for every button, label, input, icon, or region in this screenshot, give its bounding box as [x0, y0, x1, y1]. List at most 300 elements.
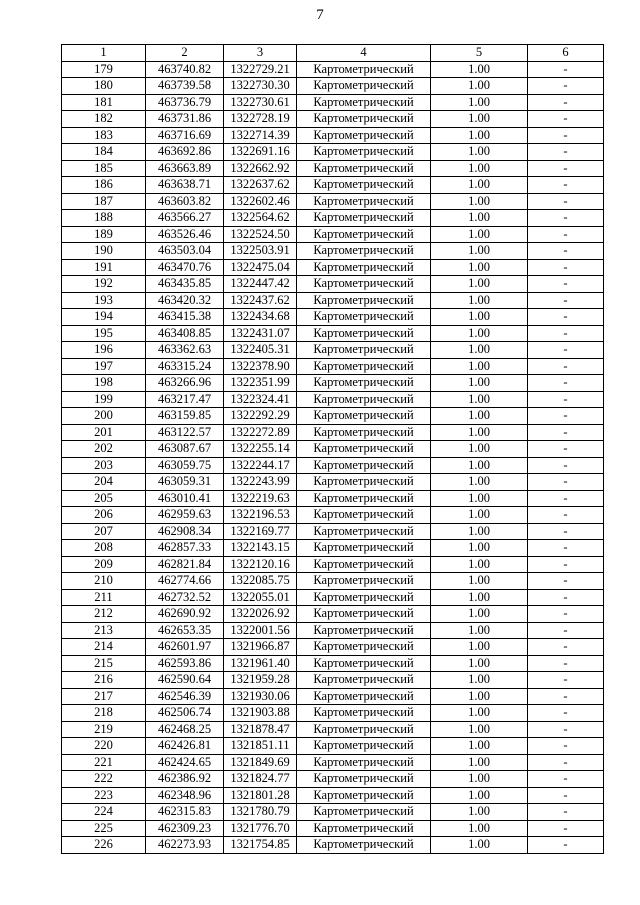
y-coordinate-cell: 1322255.14 [224, 441, 297, 458]
x-coordinate-cell: 463217.47 [146, 391, 224, 408]
accuracy-cell: 1.00 [431, 243, 528, 260]
y-coordinate-cell: 1322243.99 [224, 474, 297, 491]
note-cell: - [528, 226, 604, 243]
y-coordinate-cell: 1322434.68 [224, 309, 297, 326]
point-number-cell: 192 [62, 276, 146, 293]
point-number-cell: 195 [62, 325, 146, 342]
table-row [62, 754, 604, 771]
point-number-cell: 204 [62, 474, 146, 491]
point-number-cell: 181 [62, 94, 146, 111]
accuracy-cell: 1.00 [431, 309, 528, 326]
x-coordinate-cell: 463059.75 [146, 457, 224, 474]
accuracy-cell: 1.00 [431, 738, 528, 755]
table-row [62, 276, 604, 293]
x-coordinate-cell: 462309.23 [146, 820, 224, 837]
accuracy-cell: 1.00 [431, 622, 528, 639]
column-header: 6 [528, 45, 604, 62]
y-coordinate-cell: 1322730.30 [224, 78, 297, 95]
accuracy-cell: 1.00 [431, 358, 528, 375]
x-coordinate-cell: 462690.92 [146, 606, 224, 623]
y-coordinate-cell: 1322437.62 [224, 292, 297, 309]
x-coordinate-cell: 463566.27 [146, 210, 224, 227]
point-number-cell: 226 [62, 837, 146, 854]
point-number-cell: 179 [62, 61, 146, 78]
accuracy-cell: 1.00 [431, 556, 528, 573]
note-cell: - [528, 523, 604, 540]
y-coordinate-cell: 1322602.46 [224, 193, 297, 210]
note-cell: - [528, 738, 604, 755]
method-cell: Картометрический [297, 276, 431, 293]
table-row [62, 672, 604, 689]
point-number-cell: 196 [62, 342, 146, 359]
accuracy-cell: 1.00 [431, 507, 528, 524]
note-cell: - [528, 589, 604, 606]
method-cell: Картометрический [297, 441, 431, 458]
table-row [62, 573, 604, 590]
column-header: 1 [62, 45, 146, 62]
point-number-cell: 202 [62, 441, 146, 458]
method-cell: Картометрический [297, 738, 431, 755]
y-coordinate-cell: 1322524.50 [224, 226, 297, 243]
note-cell: - [528, 144, 604, 161]
method-cell: Картометрический [297, 177, 431, 194]
note-cell: - [528, 292, 604, 309]
table-row [62, 457, 604, 474]
point-number-cell: 225 [62, 820, 146, 837]
y-coordinate-cell: 1321776.70 [224, 820, 297, 837]
note-cell: - [528, 721, 604, 738]
point-number-cell: 212 [62, 606, 146, 623]
accuracy-cell: 1.00 [431, 94, 528, 111]
note-cell: - [528, 441, 604, 458]
x-coordinate-cell: 463159.85 [146, 408, 224, 425]
x-coordinate-cell: 463526.46 [146, 226, 224, 243]
x-coordinate-cell: 462774.66 [146, 573, 224, 590]
x-coordinate-cell: 463603.82 [146, 193, 224, 210]
note-cell: - [528, 771, 604, 788]
note-cell: - [528, 259, 604, 276]
method-cell: Картометрический [297, 507, 431, 524]
table-row [62, 523, 604, 540]
x-coordinate-cell: 462424.65 [146, 754, 224, 771]
table-row [62, 705, 604, 722]
x-coordinate-cell: 463716.69 [146, 127, 224, 144]
accuracy-cell: 1.00 [431, 226, 528, 243]
y-coordinate-cell: 1322120.16 [224, 556, 297, 573]
point-number-cell: 185 [62, 160, 146, 177]
y-coordinate-cell: 1322564.62 [224, 210, 297, 227]
y-coordinate-cell: 1322272.89 [224, 424, 297, 441]
method-cell: Картометрический [297, 672, 431, 689]
table-row [62, 210, 604, 227]
accuracy-cell: 1.00 [431, 639, 528, 656]
x-coordinate-cell: 462959.63 [146, 507, 224, 524]
table-row [62, 556, 604, 573]
method-cell: Картометрический [297, 243, 431, 260]
table-row [62, 655, 604, 672]
method-cell: Картометрический [297, 325, 431, 342]
note-cell: - [528, 325, 604, 342]
table-row [62, 243, 604, 260]
table-row [62, 474, 604, 491]
accuracy-cell: 1.00 [431, 804, 528, 821]
table-row [62, 424, 604, 441]
x-coordinate-cell: 462653.35 [146, 622, 224, 639]
y-coordinate-cell: 1322169.77 [224, 523, 297, 540]
table-row [62, 622, 604, 639]
point-number-cell: 224 [62, 804, 146, 821]
y-coordinate-cell: 1321959.28 [224, 672, 297, 689]
x-coordinate-cell: 463408.85 [146, 325, 224, 342]
column-header: 2 [146, 45, 224, 62]
y-coordinate-cell: 1321849.69 [224, 754, 297, 771]
table-row [62, 507, 604, 524]
x-coordinate-cell: 463087.67 [146, 441, 224, 458]
table-row [62, 820, 604, 837]
y-coordinate-cell: 1322055.01 [224, 589, 297, 606]
y-coordinate-cell: 1321851.11 [224, 738, 297, 755]
method-cell: Картометрический [297, 424, 431, 441]
method-cell: Картометрический [297, 540, 431, 557]
point-number-cell: 223 [62, 787, 146, 804]
note-cell: - [528, 804, 604, 821]
note-cell: - [528, 276, 604, 293]
accuracy-cell: 1.00 [431, 457, 528, 474]
accuracy-cell: 1.00 [431, 721, 528, 738]
table-body [62, 61, 604, 853]
table-row [62, 127, 604, 144]
accuracy-cell: 1.00 [431, 820, 528, 837]
x-coordinate-cell: 463315.24 [146, 358, 224, 375]
point-number-cell: 186 [62, 177, 146, 194]
y-coordinate-cell: 1322292.29 [224, 408, 297, 425]
table-row [62, 259, 604, 276]
x-coordinate-cell: 462546.39 [146, 688, 224, 705]
accuracy-cell: 1.00 [431, 655, 528, 672]
point-number-cell: 214 [62, 639, 146, 656]
y-coordinate-cell: 1322244.17 [224, 457, 297, 474]
method-cell: Картометрический [297, 490, 431, 507]
note-cell: - [528, 507, 604, 524]
note-cell: - [528, 474, 604, 491]
point-number-cell: 190 [62, 243, 146, 260]
table-row [62, 358, 604, 375]
table-row [62, 490, 604, 507]
accuracy-cell: 1.00 [431, 325, 528, 342]
x-coordinate-cell: 462821.84 [146, 556, 224, 573]
note-cell: - [528, 787, 604, 804]
note-cell: - [528, 540, 604, 557]
note-cell: - [528, 573, 604, 590]
method-cell: Картометрический [297, 606, 431, 623]
y-coordinate-cell: 1322324.41 [224, 391, 297, 408]
method-cell: Картометрический [297, 688, 431, 705]
note-cell: - [528, 837, 604, 854]
x-coordinate-cell: 462348.96 [146, 787, 224, 804]
x-coordinate-cell: 463740.82 [146, 61, 224, 78]
page-number: 7 [316, 7, 324, 23]
y-coordinate-cell: 1322219.63 [224, 490, 297, 507]
x-coordinate-cell: 462908.34 [146, 523, 224, 540]
y-coordinate-cell: 1321754.85 [224, 837, 297, 854]
column-header: 5 [431, 45, 528, 62]
note-cell: - [528, 754, 604, 771]
accuracy-cell: 1.00 [431, 490, 528, 507]
method-cell: Картометрический [297, 837, 431, 854]
method-cell: Картометрический [297, 705, 431, 722]
table-row [62, 111, 604, 128]
note-cell: - [528, 606, 604, 623]
method-cell: Картометрический [297, 358, 431, 375]
method-cell: Картометрический [297, 210, 431, 227]
accuracy-cell: 1.00 [431, 540, 528, 557]
y-coordinate-cell: 1321780.79 [224, 804, 297, 821]
note-cell: - [528, 342, 604, 359]
table-row [62, 639, 604, 656]
x-coordinate-cell: 462590.64 [146, 672, 224, 689]
table-row [62, 292, 604, 309]
method-cell: Картометрический [297, 309, 431, 326]
column-header: 3 [224, 45, 297, 62]
method-cell: Картометрический [297, 639, 431, 656]
y-coordinate-cell: 1322714.39 [224, 127, 297, 144]
point-number-cell: 216 [62, 672, 146, 689]
accuracy-cell: 1.00 [431, 589, 528, 606]
method-cell: Картометрический [297, 94, 431, 111]
note-cell: - [528, 457, 604, 474]
x-coordinate-cell: 463059.31 [146, 474, 224, 491]
method-cell: Картометрический [297, 78, 431, 95]
point-number-cell: 222 [62, 771, 146, 788]
method-cell: Картометрический [297, 457, 431, 474]
accuracy-cell: 1.00 [431, 292, 528, 309]
point-number-cell: 183 [62, 127, 146, 144]
table-row [62, 226, 604, 243]
table-row [62, 837, 604, 854]
note-cell: - [528, 160, 604, 177]
x-coordinate-cell: 463470.76 [146, 259, 224, 276]
table-row [62, 325, 604, 342]
accuracy-cell: 1.00 [431, 160, 528, 177]
method-cell: Картометрический [297, 754, 431, 771]
point-number-cell: 189 [62, 226, 146, 243]
table-row [62, 375, 604, 392]
table-row [62, 61, 604, 78]
accuracy-cell: 1.00 [431, 259, 528, 276]
point-number-cell: 182 [62, 111, 146, 128]
accuracy-cell: 1.00 [431, 177, 528, 194]
accuracy-cell: 1.00 [431, 276, 528, 293]
accuracy-cell: 1.00 [431, 193, 528, 210]
method-cell: Картометрический [297, 391, 431, 408]
point-number-cell: 180 [62, 78, 146, 95]
table-row [62, 144, 604, 161]
method-cell: Картометрический [297, 622, 431, 639]
note-cell: - [528, 358, 604, 375]
note-cell: - [528, 111, 604, 128]
accuracy-cell: 1.00 [431, 523, 528, 540]
y-coordinate-cell: 1321878.47 [224, 721, 297, 738]
x-coordinate-cell: 462273.93 [146, 837, 224, 854]
x-coordinate-cell: 462386.92 [146, 771, 224, 788]
point-number-cell: 217 [62, 688, 146, 705]
table-row [62, 391, 604, 408]
point-number-cell: 209 [62, 556, 146, 573]
y-coordinate-cell: 1321961.40 [224, 655, 297, 672]
point-number-cell: 205 [62, 490, 146, 507]
accuracy-cell: 1.00 [431, 573, 528, 590]
note-cell: - [528, 688, 604, 705]
y-coordinate-cell: 1322085.75 [224, 573, 297, 590]
x-coordinate-cell: 463415.38 [146, 309, 224, 326]
table-row [62, 738, 604, 755]
coordinates-table [61, 44, 604, 854]
method-cell: Картометрический [297, 804, 431, 821]
note-cell: - [528, 94, 604, 111]
x-coordinate-cell: 462857.33 [146, 540, 224, 557]
x-coordinate-cell: 462732.52 [146, 589, 224, 606]
accuracy-cell: 1.00 [431, 342, 528, 359]
y-coordinate-cell: 1322431.07 [224, 325, 297, 342]
y-coordinate-cell: 1322691.16 [224, 144, 297, 161]
accuracy-cell: 1.00 [431, 754, 528, 771]
method-cell: Картометрический [297, 408, 431, 425]
note-cell: - [528, 309, 604, 326]
accuracy-cell: 1.00 [431, 375, 528, 392]
accuracy-cell: 1.00 [431, 408, 528, 425]
table-row [62, 804, 604, 821]
accuracy-cell: 1.00 [431, 705, 528, 722]
point-number-cell: 188 [62, 210, 146, 227]
y-coordinate-cell: 1322351.99 [224, 375, 297, 392]
accuracy-cell: 1.00 [431, 672, 528, 689]
note-cell: - [528, 375, 604, 392]
note-cell: - [528, 820, 604, 837]
point-number-cell: 200 [62, 408, 146, 425]
y-coordinate-cell: 1321824.77 [224, 771, 297, 788]
accuracy-cell: 1.00 [431, 78, 528, 95]
y-coordinate-cell: 1321903.88 [224, 705, 297, 722]
y-coordinate-cell: 1322729.21 [224, 61, 297, 78]
accuracy-cell: 1.00 [431, 111, 528, 128]
method-cell: Картометрический [297, 655, 431, 672]
x-coordinate-cell: 463692.86 [146, 144, 224, 161]
accuracy-cell: 1.00 [431, 127, 528, 144]
method-cell: Картометрический [297, 292, 431, 309]
table-row [62, 606, 604, 623]
note-cell: - [528, 490, 604, 507]
note-cell: - [528, 127, 604, 144]
method-cell: Картометрический [297, 259, 431, 276]
accuracy-cell: 1.00 [431, 210, 528, 227]
method-cell: Картометрический [297, 160, 431, 177]
method-cell: Картометрический [297, 375, 431, 392]
point-number-cell: 215 [62, 655, 146, 672]
note-cell: - [528, 210, 604, 227]
x-coordinate-cell: 463736.79 [146, 94, 224, 111]
point-number-cell: 219 [62, 721, 146, 738]
y-coordinate-cell: 1322026.92 [224, 606, 297, 623]
table-row [62, 787, 604, 804]
x-coordinate-cell: 463638.71 [146, 177, 224, 194]
x-coordinate-cell: 463420.32 [146, 292, 224, 309]
method-cell: Картометрический [297, 474, 431, 491]
point-number-cell: 194 [62, 309, 146, 326]
accuracy-cell: 1.00 [431, 787, 528, 804]
table-row [62, 177, 604, 194]
method-cell: Картометрический [297, 771, 431, 788]
point-number-cell: 208 [62, 540, 146, 557]
point-number-cell: 218 [62, 705, 146, 722]
x-coordinate-cell: 462426.81 [146, 738, 224, 755]
note-cell: - [528, 655, 604, 672]
y-coordinate-cell: 1322728.19 [224, 111, 297, 128]
y-coordinate-cell: 1321930.06 [224, 688, 297, 705]
y-coordinate-cell: 1321801.28 [224, 787, 297, 804]
note-cell: - [528, 672, 604, 689]
point-number-cell: 193 [62, 292, 146, 309]
method-cell: Картометрический [297, 144, 431, 161]
x-coordinate-cell: 462315.83 [146, 804, 224, 821]
note-cell: - [528, 193, 604, 210]
method-cell: Картометрический [297, 226, 431, 243]
method-cell: Картометрический [297, 193, 431, 210]
point-number-cell: 220 [62, 738, 146, 755]
point-number-cell: 211 [62, 589, 146, 606]
note-cell: - [528, 622, 604, 639]
table-row [62, 688, 604, 705]
x-coordinate-cell: 462468.25 [146, 721, 224, 738]
x-coordinate-cell: 462593.86 [146, 655, 224, 672]
x-coordinate-cell: 462506.74 [146, 705, 224, 722]
table-row [62, 342, 604, 359]
x-coordinate-cell: 463739.58 [146, 78, 224, 95]
table-row [62, 78, 604, 95]
x-coordinate-cell: 463122.57 [146, 424, 224, 441]
table-row [62, 589, 604, 606]
table-row [62, 771, 604, 788]
table-row [62, 160, 604, 177]
table-row [62, 408, 604, 425]
accuracy-cell: 1.00 [431, 771, 528, 788]
note-cell: - [528, 177, 604, 194]
accuracy-cell: 1.00 [431, 424, 528, 441]
method-cell: Картометрический [297, 111, 431, 128]
x-coordinate-cell: 463010.41 [146, 490, 224, 507]
method-cell: Картометрический [297, 820, 431, 837]
y-coordinate-cell: 1322196.53 [224, 507, 297, 524]
method-cell: Картометрический [297, 589, 431, 606]
table-row [62, 193, 604, 210]
accuracy-cell: 1.00 [431, 837, 528, 854]
note-cell: - [528, 556, 604, 573]
point-number-cell: 184 [62, 144, 146, 161]
y-coordinate-cell: 1322503.91 [224, 243, 297, 260]
note-cell: - [528, 408, 604, 425]
point-number-cell: 203 [62, 457, 146, 474]
accuracy-cell: 1.00 [431, 391, 528, 408]
table-row [62, 309, 604, 326]
table-row [62, 721, 604, 738]
note-cell: - [528, 391, 604, 408]
note-cell: - [528, 78, 604, 95]
method-cell: Картометрический [297, 573, 431, 590]
note-cell: - [528, 243, 604, 260]
accuracy-cell: 1.00 [431, 61, 528, 78]
accuracy-cell: 1.00 [431, 688, 528, 705]
method-cell: Картометрический [297, 721, 431, 738]
x-coordinate-cell: 463503.04 [146, 243, 224, 260]
